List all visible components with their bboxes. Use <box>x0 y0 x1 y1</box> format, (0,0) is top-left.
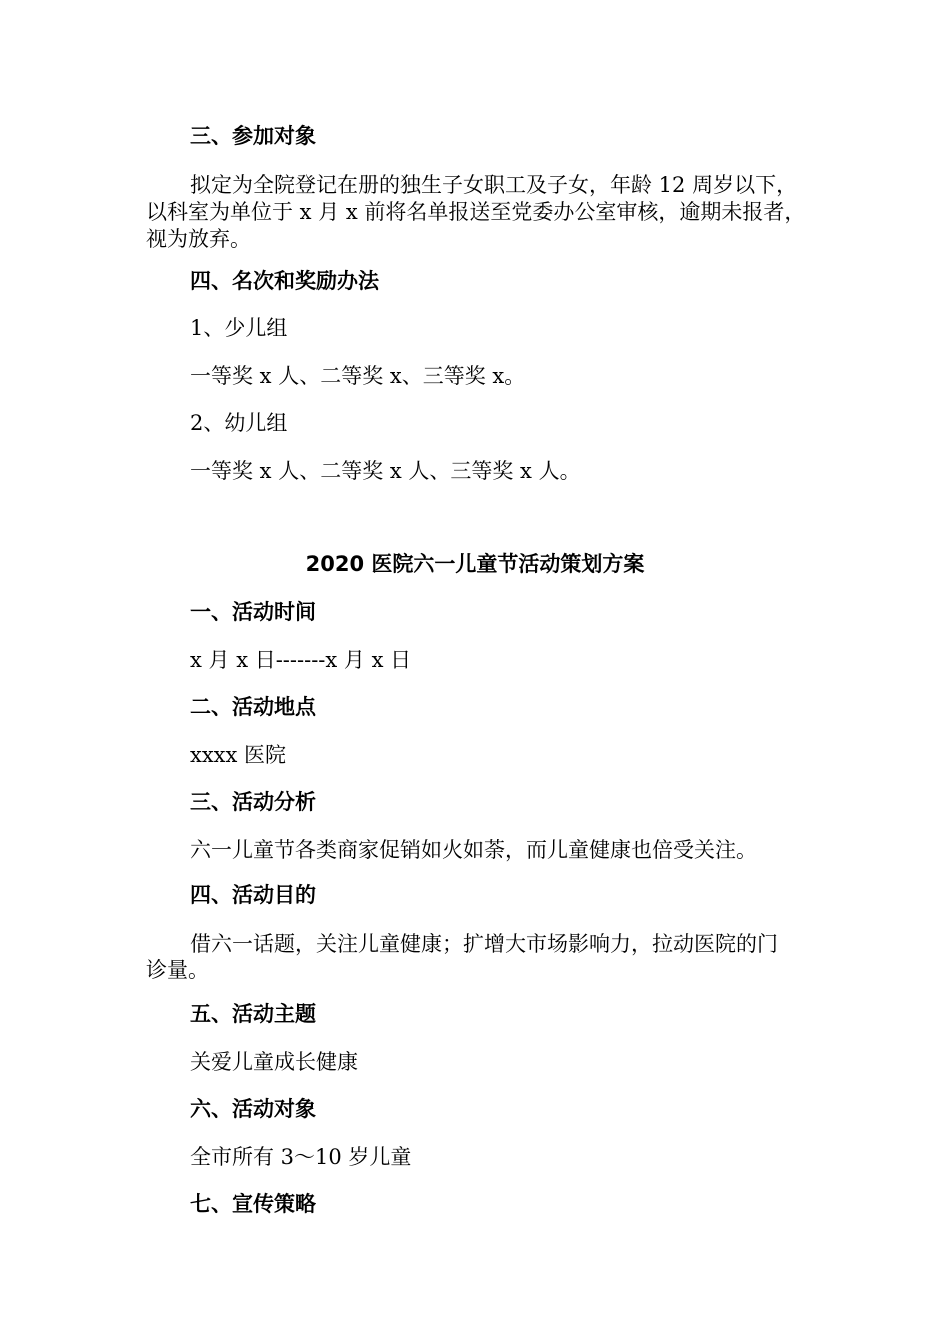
theme-value: 关爱儿童成长健康 <box>190 1050 358 1074</box>
heading-target: 六、活动对象 <box>190 1097 316 1121</box>
heading-purpose: 四、活动目的 <box>190 883 316 907</box>
place-value: xxxx 医院 <box>190 743 287 767</box>
purpose-text-line-2: 诊量。 <box>146 958 209 982</box>
heading-analysis: 三、活动分析 <box>190 790 316 814</box>
plan-title: 2020 医院六一儿童节活动策划方案 <box>305 552 645 576</box>
participants-text-line-1: 拟定为全院登记在册的独生子女职工及子女，年龄 12 周岁以下， <box>190 173 798 197</box>
group1-label: 1、少儿组 <box>190 316 288 340</box>
analysis-value: 六一儿童节各类商家促销如火如荼，而儿童健康也倍受关注。 <box>190 838 757 862</box>
group1-awards: 一等奖 x 人、二等奖 x、三等奖 x。 <box>190 364 526 388</box>
heading-participants: 三、参加对象 <box>190 124 316 148</box>
purpose-text-line-1: 借六一话题，关注儿童健康；扩增大市场影响力，拉动医院的门 <box>190 932 778 956</box>
time-value: x 月 x 日-------x 月 x 日 <box>190 648 412 672</box>
participants-text-line-3: 视为放弃。 <box>146 227 251 251</box>
heading-awards: 四、名次和奖励办法 <box>190 269 379 293</box>
group2-label: 2、幼儿组 <box>190 411 288 435</box>
heading-theme: 五、活动主题 <box>190 1002 316 1026</box>
heading-place: 二、活动地点 <box>190 695 316 719</box>
target-value: 全市所有 3～10 岁儿童 <box>190 1145 412 1169</box>
heading-time: 一、活动时间 <box>190 600 316 624</box>
group2-awards: 一等奖 x 人、二等奖 x 人、三等奖 x 人。 <box>190 459 581 483</box>
participants-text-line-2: 以科室为单位于 x 月 x 前将名单报送至党委办公室审核，逾期未报者， <box>146 200 806 224</box>
heading-promo: 七、宣传策略 <box>190 1192 316 1216</box>
